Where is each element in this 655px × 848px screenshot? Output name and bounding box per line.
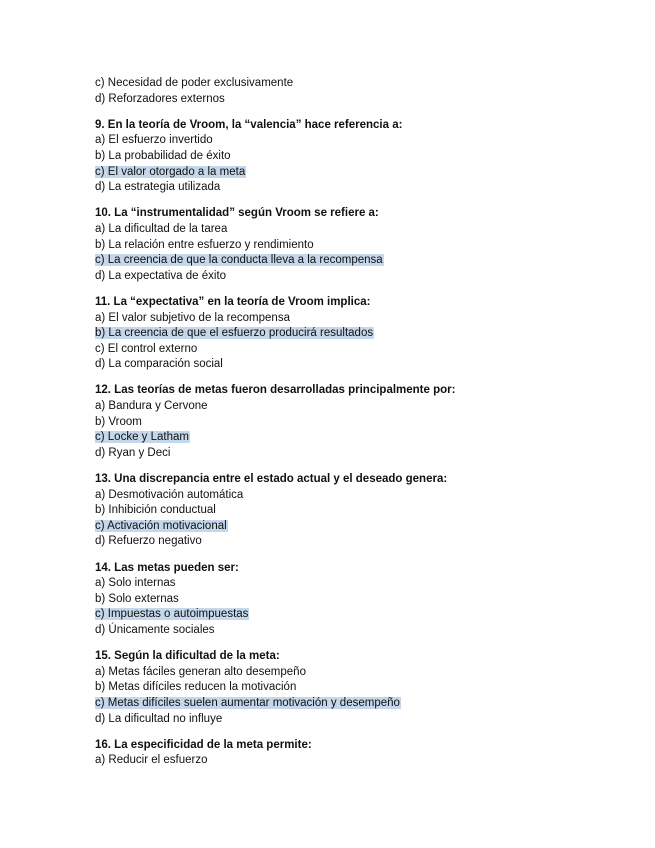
highlighted-answer: c) Activación motivacional [95,519,227,532]
question-10-option-a: a) La dificultad de la tarea [95,222,228,235]
question-14-title: 14. Las metas pueden ser: [95,561,239,574]
highlighted-answer: b) La creencia de que el esfuerzo producirá resultados [95,327,374,340]
question-15-title: 15. Según la dificultad de la meta: [95,650,280,663]
highlighted-answer: c) El valor otorgado a la meta [95,165,246,178]
question-9-option-c [95,165,455,181]
question-13-title: 13. Una discrepancia entre el estado actual y el deseado genera: [95,473,448,486]
option-line: d) Reforzadores externos [95,92,225,105]
question-9-option-b: b) La probabilidad de éxito [95,149,231,162]
question-10-option-d: d) La expectativa de éxito [95,269,227,282]
question-13-option-d: d) Refuerzo negativo [95,535,202,548]
question-11-option-c: c) El control externo [95,342,198,355]
highlighted-answer: c) Metas difíciles suelen aumentar motivación y desempeño [95,696,400,709]
question-11-option-a: a) El valor subjetivo de la recompensa [95,311,290,324]
question-13-option-b: b) Inhibición conductual [95,504,216,517]
question-10-title: 10. La “instrumentalidad” según Vroom se refiere a: [95,207,379,220]
highlighted-answer: c) La creencia de que la conducta lleva a la recompensa [95,254,383,267]
question-11-option-d: d) La comparación social [95,358,223,371]
highlighted-answer: c) Locke y Latham [95,431,189,444]
question-12-option-d: d) Ryan y Deci [95,446,171,459]
question-9-option-d: d) La estrategia utilizada [95,181,221,194]
question-12-option-c [95,430,455,446]
question-13-option-a: a) Desmotivación automática [95,488,244,501]
question-14-option-d: d) Únicamente sociales [95,623,215,636]
question-10-option-c [95,253,455,269]
question-14-option-a: a) Solo internas [95,577,176,590]
question-12-title: 12. Las teorías de metas fueron desarrolladas principalmente por: [95,384,456,397]
question-13-option-c [95,519,455,535]
option-line: c) Necesidad de poder exclusivamente [95,77,294,89]
question-11-title: 11. La “expectativa” en la teoría de Vroom implica: [95,295,371,308]
quiz-content [95,76,455,769]
question-14-option-b: b) Solo externas [95,592,179,605]
question-9-title: 9. En la teoría de Vroom, la “valencia” hace referencia a: [95,118,403,131]
question-15-option-c [95,696,455,712]
question-14-option-c [95,607,455,623]
question-12-option-a: a) Bandura y Cervone [95,400,208,413]
question-9-option-a: a) El esfuerzo invertido [95,134,213,147]
highlighted-answer: c) Impuestas o autoimpuestas [95,608,249,621]
question-15-option-b: b) Metas difíciles reducen la motivación [95,681,297,694]
question-10-option-b: b) La relación entre esfuerzo y rendimiento [95,238,314,251]
question-11-option-b [95,326,455,342]
question-15-option-a: a) Metas fáciles generan alto desempeño [95,665,306,678]
question-16-option-a: a) Reducir el esfuerzo [95,754,208,767]
question-12-option-b: b) Vroom [95,415,142,428]
question-15-option-d: d) La dificultad no influye [95,712,223,725]
question-16-title: 16. La especificidad de la meta permite: [95,738,312,751]
